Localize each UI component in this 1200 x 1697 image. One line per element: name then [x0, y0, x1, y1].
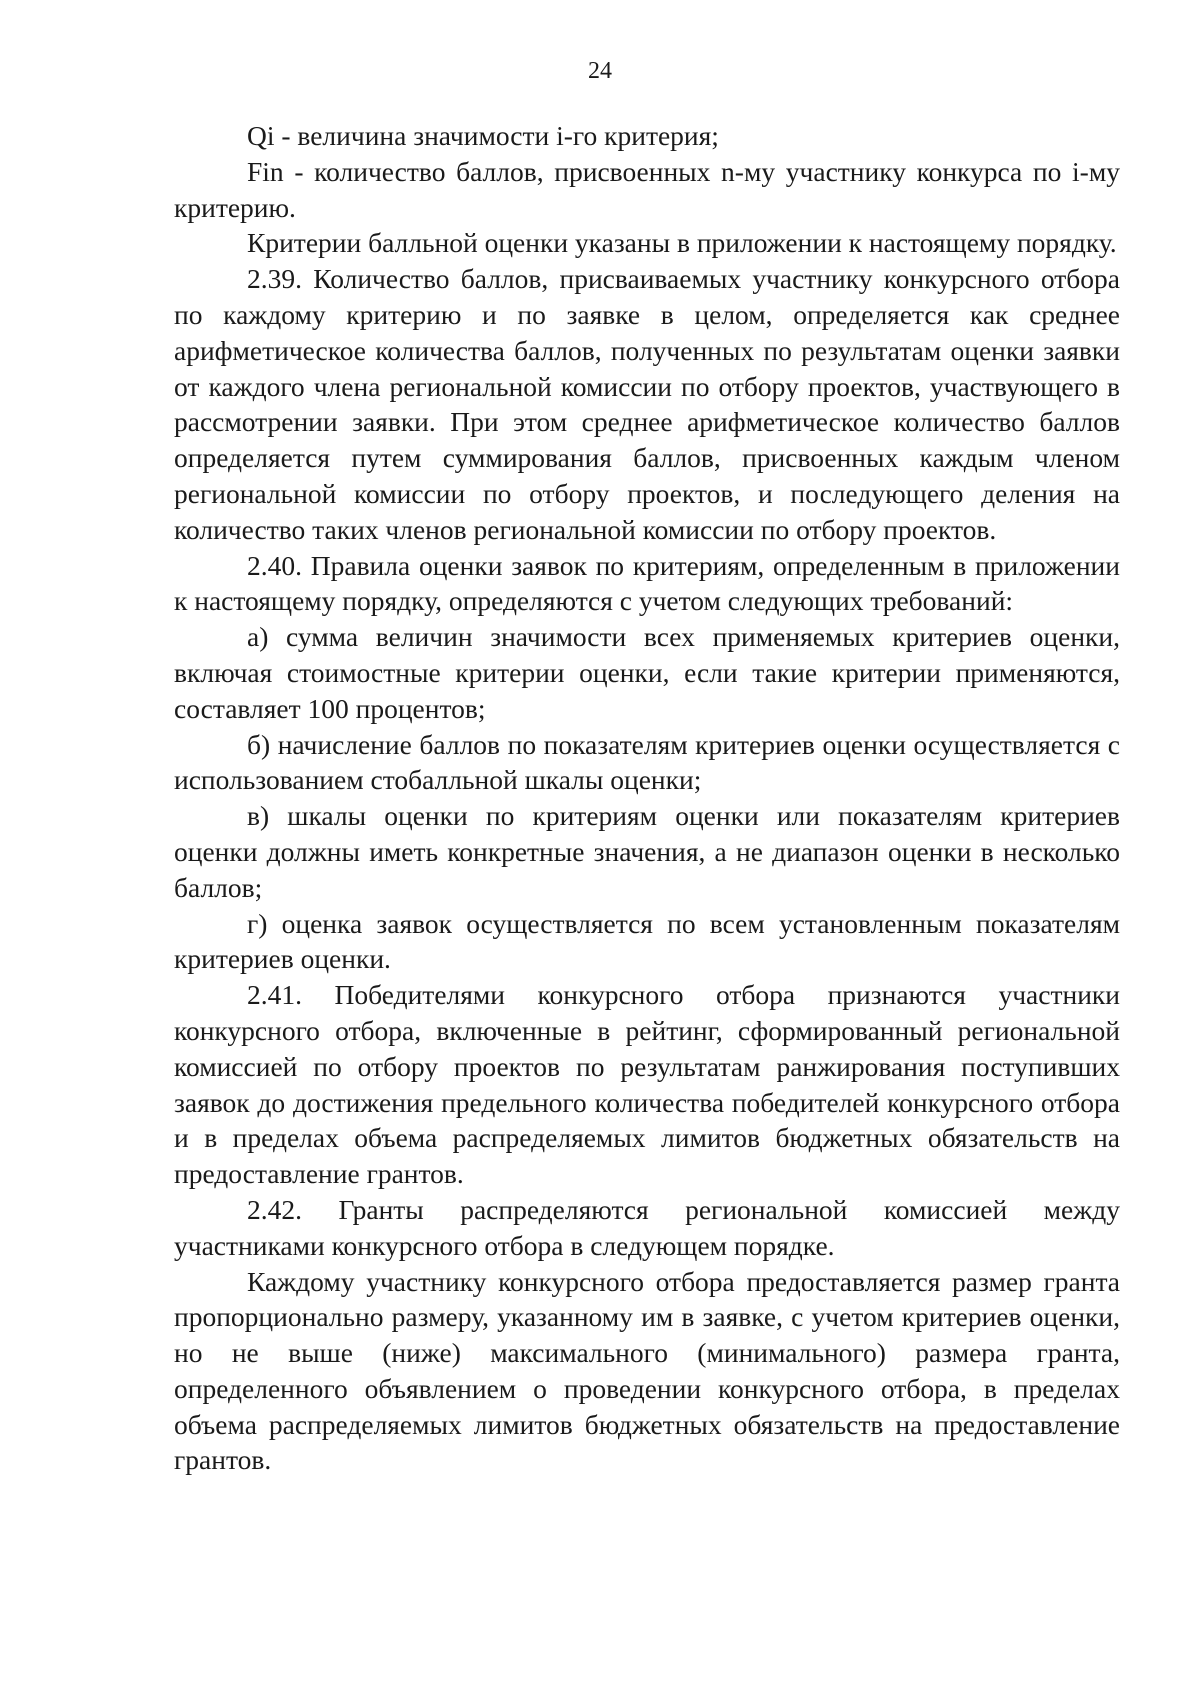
paragraph-criteria-reference: Критерии балльной оценки указаны в приложении к настоящему порядку. [247, 227, 1117, 259]
paragraph-2-40-a: а) сумма величин значимости всех применяемых критериев оценки, включая стоимостные критерии оценки, если такие критерии применяются, составляет 100 процентов; [174, 621, 1120, 724]
paragraph-2-39: 2.39. Количество баллов, присваиваемых участнику конкурсного отбора по каждому критерию и по заявке в целом, определяется как среднее арифметическое количества баллов, полученных по результатам оценки заявки от каждого члена региональной комиссии по отбору проектов, участвующего в рассмотрении заявки. При этом среднее арифметическое количество баллов определяется путем суммирования баллов, присвоенных каждым членом региональной комиссии по отбору проектов, и последующего деления на количество таких членов региональной комиссии по отбору проектов. [174, 263, 1120, 545]
document-body [174, 118, 1120, 1478]
paragraph-2-40-b: б) начисление баллов по показателям критериев оценки осуществляется с использованием стобалльной шкалы оценки; [174, 728, 1120, 796]
paragraph-2-40: 2.40. Правила оценки заявок по критериям, определенным в приложении к настоящему порядку, определяются с учетом следующих требований: [174, 549, 1120, 617]
paragraph-2-41: 2.41. Победителями конкурсного отбора признаются участники конкурсного отбора, включенные в рейтинг, сформированный региональной комиссией по отбору проектов по результатам ранжирования поступивших заявок до достижения предельного количества победителей конкурсного отбора и в пределах объема распределяемых лимитов бюджетных обязательств на предоставление грантов. [174, 979, 1120, 1190]
paragraph-grant-allocation: Каждому участнику конкурсного отбора предоставляется размер гранта пропорционально размеру, указанному им в заявке, с учетом критериев оценки, но не выше (ниже) максимального (минимального) размера гранта, определенного объявлением о проведении конкурсного отбора, в пределах объема распределяемых лимитов бюджетных обязательств на предоставление грантов. [174, 1265, 1120, 1476]
paragraph-qi-definition: Qi - величина значимости i-го критерия; [247, 120, 719, 151]
paragraph-fin-definition: Fin - количество баллов, присвоенных n-му участнику конкурса по i-му критерию. [174, 155, 1120, 223]
paragraph-2-40-g: г) оценка заявок осуществляется по всем установленным показателям критериев оценки. [174, 907, 1120, 975]
paragraph-2-42: 2.42. Гранты распределяются региональной комиссией между участниками конкурсного отбора в следующем порядке. [174, 1193, 1120, 1261]
page-number: 24 [588, 58, 612, 84]
paragraph-2-40-v: в) шкалы оценки по критериям оценки или показателям критериев оценки должны иметь конкретные значения, а не диапазон оценки в несколько баллов; [174, 800, 1120, 903]
